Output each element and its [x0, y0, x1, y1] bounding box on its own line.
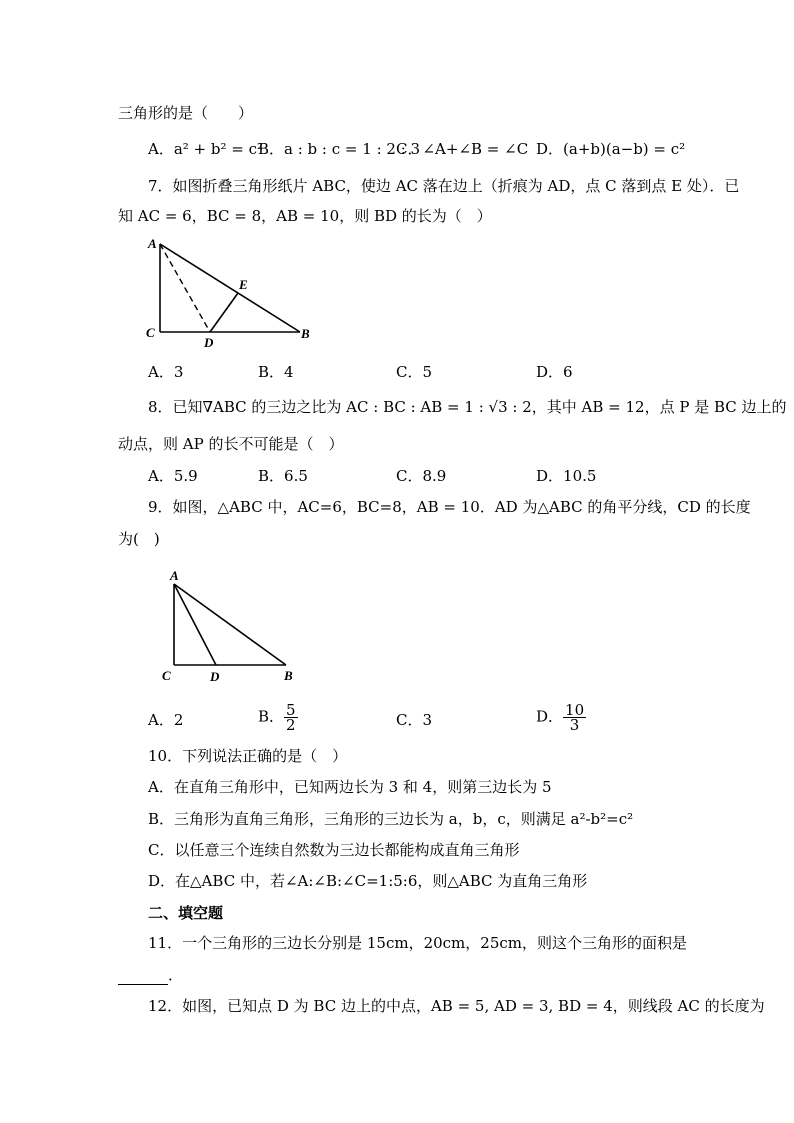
- q12-stem-line1: 12．如图，已知点 D 为 BC 边上的中点，AB = 5, AD = 3, BD = 4，则线段 AC 的长度为: [148, 997, 765, 1015]
- q9-option-b-fraction: [284, 703, 298, 732]
- q8-stem-line1: 8．已知∇ABC 的三边之比为 AC : BC : AB = 1 : √3 : 2，其中 AB = 12，点 P 是 BC 边上的: [148, 398, 787, 416]
- q8-option-a: A．5.9: [148, 467, 198, 485]
- q6-option-b: B．a : b : c = 1 : 2 : 3: [258, 140, 421, 158]
- q7-option-d: D．6: [536, 363, 573, 381]
- q7-label-a: A: [148, 236, 157, 251]
- q7-option-b: B．4: [258, 363, 294, 381]
- q7-label-e: E: [239, 277, 248, 292]
- q9-option-d-fraction: [563, 703, 586, 732]
- q10-option-a: A．在直角三角形中，已知两边长为 3 和 4，则第三边长为 5: [148, 778, 552, 796]
- q7-figure: [140, 234, 320, 352]
- q8-option-d: D．10.5: [536, 467, 597, 485]
- q9-option-d: [536, 703, 586, 732]
- q9-option-b-prefix: B．: [258, 707, 285, 726]
- q7-option-a: A．3: [148, 363, 184, 381]
- q6-option-c: C．∠A+∠B = ∠C: [396, 140, 529, 158]
- q9-label-a: A: [170, 568, 179, 583]
- q7-label-d: D: [204, 335, 214, 350]
- section-title: 二、填空题: [148, 904, 224, 922]
- q9-option-d-num: 10: [565, 701, 585, 719]
- q7-stem-line2: 知 AC = 6，BC = 8，AB = 10，则 BD 的长为（ ）: [118, 207, 492, 225]
- q7-label-c: C: [146, 325, 155, 340]
- q11-answer-blank: [118, 970, 168, 985]
- q9-option-c: C．3: [396, 711, 433, 729]
- q11-stem-line2: [118, 965, 183, 985]
- q8-option-b: B．6.5: [258, 467, 308, 485]
- q11-stem-line1: 11．一个三角形的三边长分别是 15cm，20cm，25cm，则这个三角形的面积是: [148, 934, 687, 952]
- q9-option-a: A．2: [148, 711, 184, 729]
- q9-option-d-prefix: D．: [536, 707, 564, 726]
- q6-option-a: A．a² + b² = c²: [148, 140, 264, 158]
- q9-stem-line1: 9．如图，△ABC 中，AC=6，BC=8，AB = 10．AD 为△ABC 的角平分线，CD 的长度: [148, 498, 751, 516]
- q9-label-d: D: [210, 669, 220, 684]
- q10-option-c: C．以任意三个连续自然数为三边长都能构成直角三角形: [148, 841, 520, 859]
- q6-stem-tail: 三角形的是（ ）: [118, 104, 254, 122]
- q7-label-b: B: [301, 326, 310, 341]
- q9-stem-line2: 为( ): [118, 530, 160, 548]
- q6-option-d: D．(a+b)(a−b) = c²: [536, 140, 686, 158]
- q9-label-c: C: [162, 668, 171, 683]
- q8-option-c: C．8.9: [396, 467, 447, 485]
- q9-option-b-num: 5: [286, 701, 296, 719]
- q7-option-c: C．5: [396, 363, 433, 381]
- q10-option-d: D．在△ABC 中，若∠A:∠B:∠C=1:5:6，则△ABC 为直角三角形: [148, 872, 588, 890]
- q9-label-b: B: [284, 668, 293, 683]
- q9-option-b-den: 2: [286, 716, 296, 734]
- q9-option-d-den: 3: [569, 716, 580, 734]
- q7-stem-line1: 7．如图折叠三角形纸片 ABC，使边 AC 落在边上（折痕为 AD，点 C 落到点 E 处）．已: [148, 177, 740, 195]
- q8-stem-line2: 动点，则 AP 的长不可能是（ ）: [118, 435, 344, 453]
- q11-period: ．: [168, 966, 184, 984]
- q10-option-b: B．三角形为直角三角形，三角形的三边长为 a，b，c，则满足 a²-b²=c²: [148, 810, 634, 828]
- q9-option-b: [258, 703, 298, 732]
- q10-stem: 10．下列说法正确的是（ ）: [148, 747, 348, 765]
- q9-figure: [156, 566, 306, 688]
